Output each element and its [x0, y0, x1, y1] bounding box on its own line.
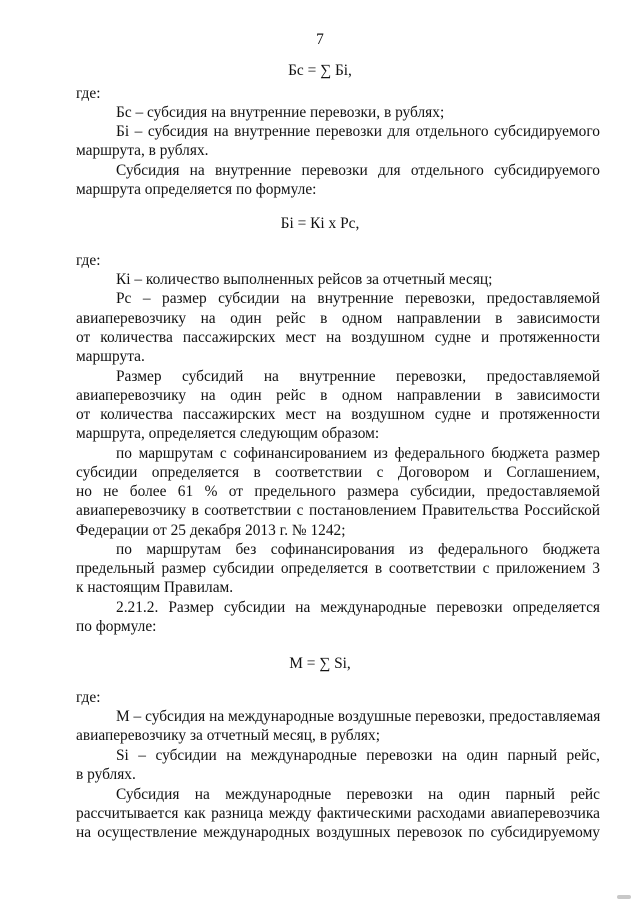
text-line: авиаперевозчику на один рейс в одном направлении в зависимости [76, 310, 600, 327]
text-line: маршрута, в рублях. [76, 142, 209, 159]
formula-m: М = ∑ Si, [289, 655, 351, 672]
text-line: где: [76, 252, 101, 269]
text-line: авиаперевозчику на один рейс в одном направлении в зависимости [76, 387, 600, 404]
scan-mark [617, 895, 631, 899]
text-line: авиаперевозчику за отчетный месяц, в рублях; [76, 727, 380, 744]
text-line: Федерации от 25 декабря 2013 г. № 1242; [76, 522, 346, 539]
text-line: по формуле: [76, 618, 157, 635]
text-line: где: [76, 85, 101, 102]
text-line: по маршрутам без софинансирования из федерального бюджета [116, 541, 600, 558]
text-line: 2.21.2. Размер субсидии на международные перевозки определяется [116, 599, 600, 616]
text-line: Субсидия на международные перевозки на один парный рейс [116, 786, 600, 803]
formula-bs: Бс = ∑ Бi, [288, 62, 352, 79]
text-line: М – субсидия на международные воздушные перевозки, предоставляемая [116, 708, 601, 725]
text-line: маршрута определяется по формуле: [76, 181, 317, 198]
formula-bi: Бi = Кi х Рс, [280, 215, 360, 232]
text-line: где: [76, 689, 101, 706]
text-line: на осуществление международных воздушных перевозок по субсидируемому [76, 824, 600, 841]
text-line: от количества пассажирских мест на воздушном судне и протяженности [76, 329, 600, 346]
text-line: по маршрутам с софинансированием из федерального бюджета размер [116, 445, 600, 462]
text-line: маршрута. [76, 348, 145, 365]
text-line: авиаперевозчику в соответствии с постановлением Правительства Российской [76, 502, 600, 519]
text-line: Бс – субсидия на внутренние перевозки, в рублях; [116, 104, 445, 121]
text-line: рассчитывается как разница между фактическими расходами авиаперевозчика [76, 805, 600, 822]
text-line: Размер субсидий на внутренние перевозки, предоставляемой [116, 368, 600, 385]
text-line: в рублях. [76, 766, 136, 783]
text-line: Кi – количество выполненных рейсов за отчетный месяц; [116, 271, 493, 288]
page-number: 7 [316, 31, 324, 48]
text-line: субсидии определяется в соответствии с Договором и Соглашением, [76, 464, 600, 481]
text-line: Si – субсидии на международные перевозки на один парный рейс, [116, 747, 600, 764]
text-line: но не более 61 % от предельного размера субсидии, предоставляемой [76, 483, 600, 500]
text-line: к настоящим Правилам. [76, 579, 234, 596]
text-line: Субсидия на внутренние перевозки для отдельного субсидируемого [116, 162, 600, 179]
text-line: от количества пассажирских мест на воздушном судне и протяженности [76, 406, 600, 423]
text-line: Рс – размер субсидии на внутренние перевозки, предоставляемой [116, 290, 600, 307]
text-line: маршрута, определяется следующим образом: [76, 425, 380, 442]
text-line: Бi – субсидия на внутренние перевозки для отдельного субсидируемого [116, 123, 600, 140]
text-line: предельный размер субсидии определяется в соответствии с приложением 3 [76, 560, 600, 577]
